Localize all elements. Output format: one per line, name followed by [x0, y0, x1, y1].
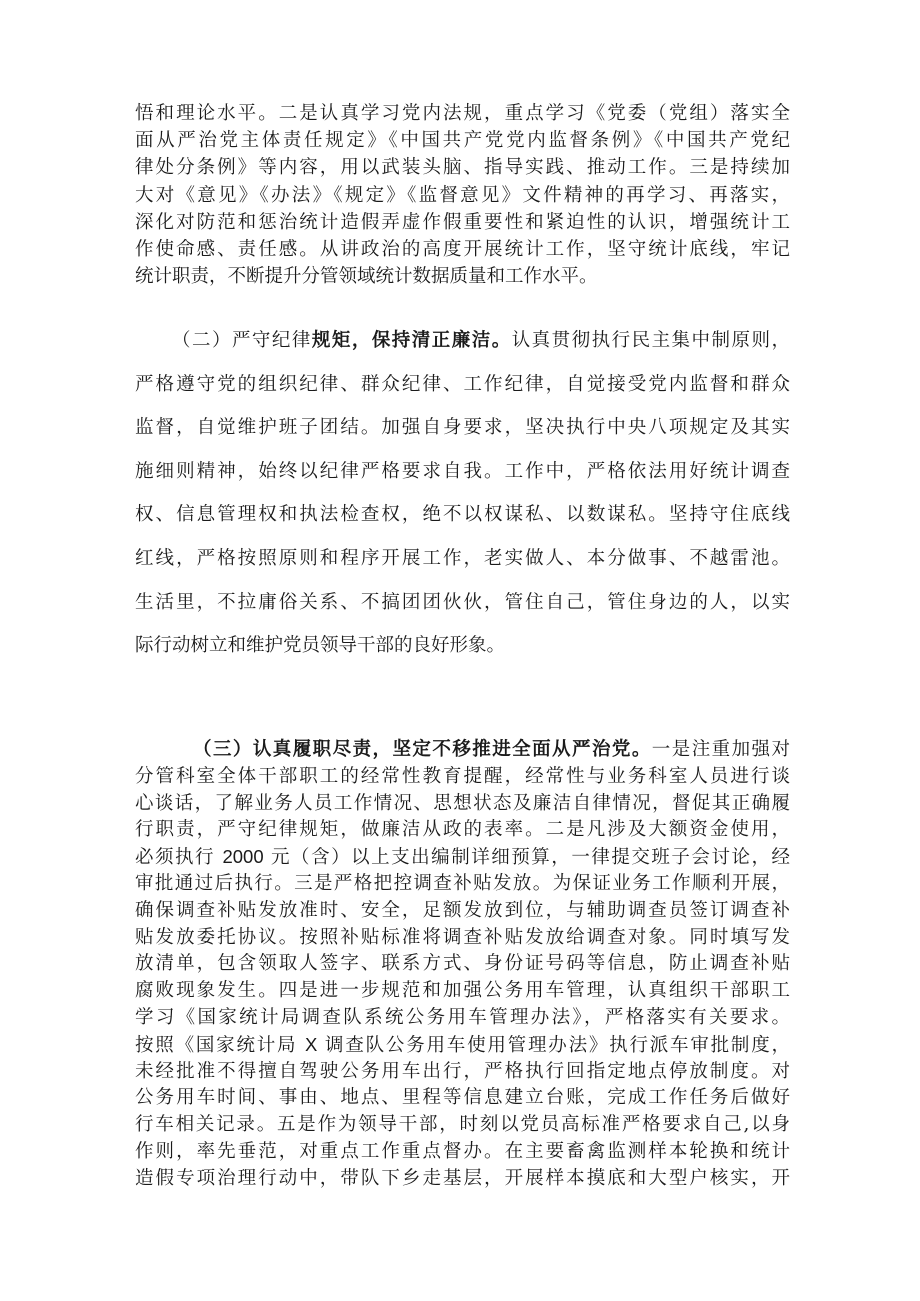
text-line: 深化对防范和惩治统计造假弄虚作假重要性和紧迫性的认识，增强统计工 [135, 211, 790, 233]
text-line [135, 1032, 790, 1059]
text-fragment: 认真贯彻执行民主集中制原则， [511, 330, 790, 351]
text-fragment: 元（含）以上支出编制详细预算，一律提交班子会讨论，经 [263, 847, 790, 869]
text-line [135, 844, 790, 871]
text-line: 际行动树立和维护党员领导干部的良好形象。 [135, 635, 506, 657]
text-line: 面从严治党主体责任规定》《中国共产党党内监督条例》《中国共产党纪 [135, 130, 790, 152]
text-line [135, 319, 790, 363]
text-fragment: 必须执行 [135, 847, 223, 869]
amount-number: 2000 [222, 846, 264, 868]
text-line: 大对《意见》《办法》《规定》《监督意见》文件精神的再学习、再落实， [135, 184, 790, 206]
text-line: 确保调查补贴发放准时、安全，足额发放到位，与辅助调查员签订调查补 [135, 899, 790, 921]
text-fragment: 一是注重加强对 [651, 739, 790, 760]
text-line: 作则，率先垂范，对重点工作重点督办。在主要畜禽监测样本轮换和统计 [135, 1140, 790, 1162]
text-line: 行车相关记录。五是作为领导干部，时刻以党员高标准严格要求自己,以身 [135, 1114, 790, 1136]
paragraph-discipline [135, 319, 790, 668]
text-line: 作使命感、责任感。从讲政治的高度开展统计工作，坚守统计底线，牢记 [135, 238, 790, 260]
text-line: 腐败现象发生。四是进一步规范和加强公务用车管理，认真组织干部职工 [135, 980, 790, 1002]
section-heading: 规矩，保持清正廉洁。 [311, 330, 512, 351]
text-line [135, 737, 790, 764]
text-line: 权、信息管理权和执法检查权，绝不以权谋私、以数谋私。坚持守住底线 [135, 504, 790, 526]
text-fragment: 按照《国家统计局 [135, 1034, 306, 1056]
text-line: 统计职责，不断提升分管领域统计数据质量和工作水平。 [135, 266, 598, 288]
text-line: 学习《国家统计局调查队系统公务用车管理办法》，严格落实有关要求。 [135, 1006, 790, 1028]
paragraph-study-regulations [135, 100, 790, 290]
text-line: 红线，严格按照原则和程序开展工作，老实做人、本分做事、不越雷池。 [135, 547, 790, 569]
text-line: 律处分条例》等内容，用以武装头脑、指导实践、推动工作。三是持续加 [135, 157, 790, 179]
section-heading-prefix: （二）严守纪律 [172, 330, 312, 351]
text-line: 未经批准不得擅自驾驶公务用车出行，严格执行回指定地点停放制度。对 [135, 1060, 790, 1082]
text-line: 贴发放委托协议。按照补贴标准将调查补贴发放给调查对象。同时填写发 [135, 926, 790, 948]
text-line: 审批通过后执行。三是严格把控调查补贴发放。为保证业务工作顺利开展， [135, 872, 790, 894]
text-line: 心谈话，了解业务人员工作情况、思想状态及廉洁自律情况，督促其正确履 [135, 792, 790, 814]
text-line: 放清单，包含领取人签字、联系方式、身份证号码等信息，防止调查补贴 [135, 953, 790, 975]
text-line: 监督，自觉维护班子团结。加强自身要求，坚决执行中央八项规定及其实 [135, 417, 790, 439]
text-line: 严格遵守党的组织纪律、群众纪律、工作纪律，自觉接受党内监督和群众 [135, 373, 790, 395]
text-line: 行职责，严守纪律规矩，做廉洁从政的表率。二是凡涉及大额资金使用， [135, 819, 790, 841]
paragraph-duties [135, 737, 790, 1193]
text-line: 公务用车时间、事由、地点、里程等信息建立台账，完成工作任务后做好 [135, 1087, 790, 1109]
text-line: 分管科室全体干部职工的经常性教育提醒，经常性与业务科室人员进行谈 [135, 765, 790, 787]
section-heading: （三）认真履职尽责，坚定不移推进全面从严治党。 [193, 739, 652, 760]
text-fragment: 调查队公务用车使用管理办法》执行派车审批制度， [317, 1034, 790, 1056]
placeholder-letter: X [305, 1033, 318, 1055]
text-line: 生活里，不拉庸俗关系、不搞团团伙伙，管住自己，管住身边的人，以实 [135, 591, 790, 613]
text-line: 施细则精神，始终以纪律严格要求自我。工作中，严格依法用好统计调查 [135, 460, 790, 482]
text-line: 造假专项治理行动中，带队下乡走基层，开展样本摸底和大型户核实，开 [135, 1167, 790, 1189]
text-line: 悟和理论水平。二是认真学习党内法规，重点学习《党委（党组）落实全 [135, 103, 790, 124]
